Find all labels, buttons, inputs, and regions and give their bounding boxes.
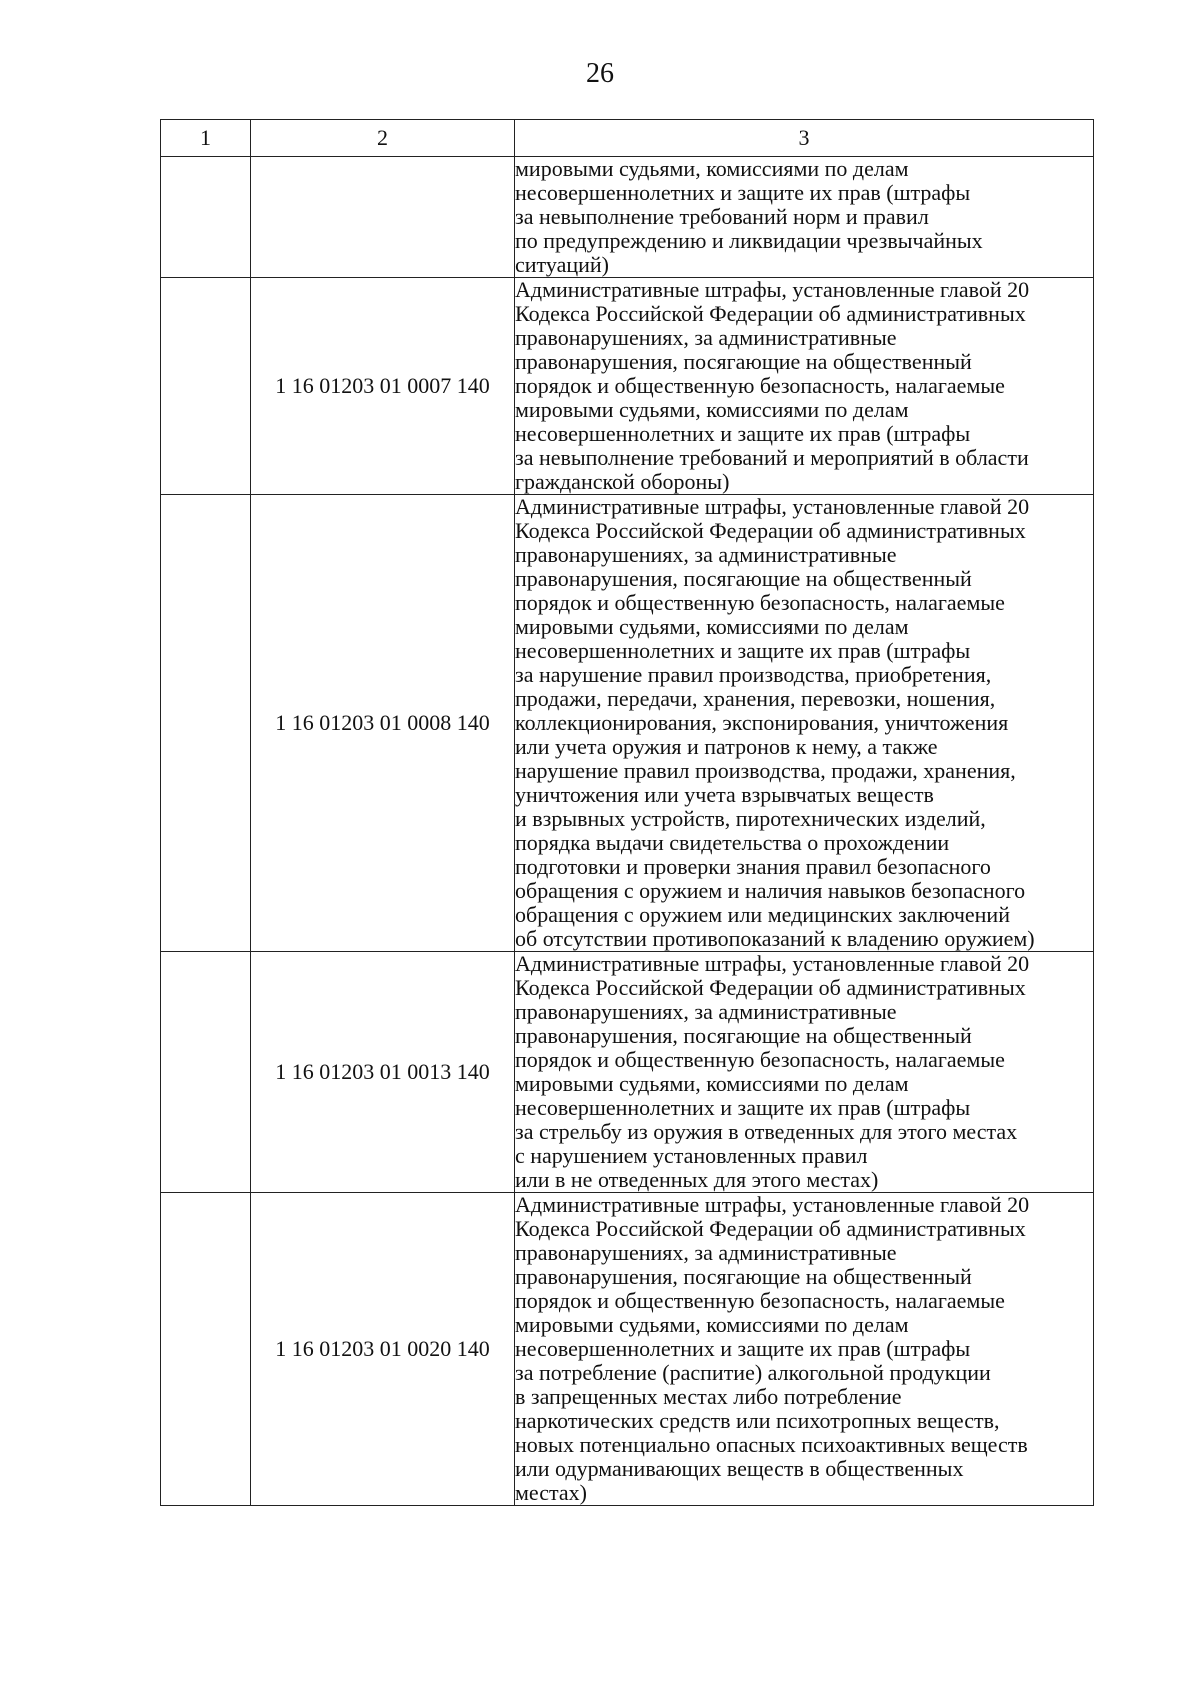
description-line: порядок и общественную безопасность, налагаемые [515, 1047, 1005, 1072]
table-header-row [161, 120, 1094, 157]
description-line: правонарушениях, за административные [515, 542, 897, 567]
description-cell [515, 495, 1094, 952]
table-row [161, 952, 1094, 1193]
description-line: коллекционирования, экспонирования, уничтожения [515, 710, 1009, 735]
budget-code-cell [251, 157, 515, 278]
budget-code-cell: 1 16 01203 01 0013 140 [251, 952, 515, 1193]
description-line: несовершеннолетних и защите их прав (штрафы [515, 421, 971, 446]
description-line: за нарушение правил производства, приобретения, [515, 662, 992, 687]
description-line: порядка выдачи свидетельства о прохождении [515, 830, 950, 855]
cell-col1 [161, 278, 251, 495]
description-line: порядок и общественную безопасность, налагаемые [515, 373, 1005, 398]
description-cell [515, 278, 1094, 495]
description-line: за невыполнение требований норм и правил [515, 204, 929, 229]
description-line: несовершеннолетних и защите их прав (штрафы [515, 638, 971, 663]
description-line: за невыполнение требований и мероприятий в области [515, 445, 1029, 470]
description-line: за стрельбу из оружия в отведенных для этого местах [515, 1119, 1018, 1144]
description-line: мировыми судьями, комиссиями по делам [515, 614, 909, 639]
table-body [161, 157, 1094, 1506]
description-line: правонарушения, посягающие на общественный [515, 349, 972, 374]
description-cell [515, 952, 1094, 1193]
description-line: несовершеннолетних и защите их прав (штрафы [515, 1095, 971, 1120]
description-line: обращения с оружием и наличия навыков безопасного [515, 878, 1026, 903]
description-line: или одурманивающих веществ в общественных [515, 1456, 964, 1481]
description-line: местах) [515, 1480, 587, 1505]
table-row [161, 278, 1094, 495]
description-line: мировыми судьями, комиссиями по делам [515, 397, 909, 422]
description-line: Кодекса Российской Федерации об административных [515, 301, 1026, 326]
column-header-1: 1 [161, 120, 251, 157]
description-line: несовершеннолетних и защите их прав (штрафы [515, 180, 971, 205]
description-line: наркотических средств или психотропных веществ, [515, 1408, 1000, 1433]
description-line: правонарушения, посягающие на общественный [515, 566, 972, 591]
table-row [161, 157, 1094, 278]
description-cell [515, 157, 1094, 278]
cell-col1 [161, 495, 251, 952]
description-line: порядок и общественную безопасность, налагаемые [515, 1288, 1005, 1313]
table-row [161, 1193, 1094, 1506]
page-number: 26 [586, 58, 614, 89]
description-line: Административные штрафы, установленные главой 20 [515, 1192, 1030, 1217]
description-line: Кодекса Российской Федерации об административных [515, 518, 1026, 543]
description-line: об отсутствии противопоказаний к владению оружием) [515, 926, 1035, 951]
description-line: Кодекса Российской Федерации об административных [515, 1216, 1026, 1241]
description-line: Административные штрафы, установленные главой 20 [515, 277, 1030, 302]
cell-col1 [161, 952, 251, 1193]
column-header-3: 3 [515, 120, 1094, 157]
description-line: правонарушениях, за административные [515, 325, 897, 350]
cell-col1 [161, 1193, 251, 1506]
description-line: в запрещенных местах либо потребление [515, 1384, 902, 1409]
description-line: подготовки и проверки знания правил безопасного [515, 854, 991, 879]
description-line: мировыми судьями, комиссиями по делам [515, 1312, 909, 1337]
cell-col1 [161, 157, 251, 278]
description-line: правонарушения, посягающие на общественный [515, 1264, 972, 1289]
description-line: несовершеннолетних и защите их прав (штрафы [515, 1336, 971, 1361]
description-line: новых потенциально опасных психоактивных веществ [515, 1432, 1028, 1457]
description-line: порядок и общественную безопасность, налагаемые [515, 590, 1005, 615]
description-line: продажи, передачи, хранения, перевозки, ношения, [515, 686, 996, 711]
description-line: правонарушениях, за административные [515, 1240, 897, 1265]
budget-code-cell: 1 16 01203 01 0020 140 [251, 1193, 515, 1506]
description-line: с нарушением установленных правил [515, 1143, 868, 1168]
description-line: Административные штрафы, установленные главой 20 [515, 494, 1030, 519]
column-header-2: 2 [251, 120, 515, 157]
description-line: или учета оружия и патронов к нему, а также [515, 734, 938, 759]
description-line: и взрывных устройств, пиротехнических изделий, [515, 806, 986, 831]
fines-code-table [160, 119, 1094, 1506]
description-line: правонарушения, посягающие на общественный [515, 1023, 972, 1048]
description-line: нарушение правил производства, продажи, хранения, [515, 758, 1016, 783]
description-line: гражданской обороны) [515, 469, 730, 494]
description-line: мировыми судьями, комиссиями по делам [515, 1071, 909, 1096]
description-line: правонарушениях, за административные [515, 999, 897, 1024]
description-line: уничтожения или учета взрывчатых веществ [515, 782, 934, 807]
description-cell [515, 1193, 1094, 1506]
description-line: Административные штрафы, установленные главой 20 [515, 951, 1030, 976]
budget-code-cell: 1 16 01203 01 0007 140 [251, 278, 515, 495]
description-line: по предупреждению и ликвидации чрезвычайных [515, 228, 983, 253]
description-line: ситуаций) [515, 252, 609, 277]
description-line: за потребление (распитие) алкогольной продукции [515, 1360, 991, 1385]
table-row [161, 495, 1094, 952]
budget-code-cell: 1 16 01203 01 0008 140 [251, 495, 515, 952]
description-line: или в не отведенных для этого местах) [515, 1167, 879, 1192]
description-line: Кодекса Российской Федерации об административных [515, 975, 1026, 1000]
description-line: мировыми судьями, комиссиями по делам [515, 156, 909, 181]
description-line: обращения с оружием или медицинских заключений [515, 902, 1010, 927]
